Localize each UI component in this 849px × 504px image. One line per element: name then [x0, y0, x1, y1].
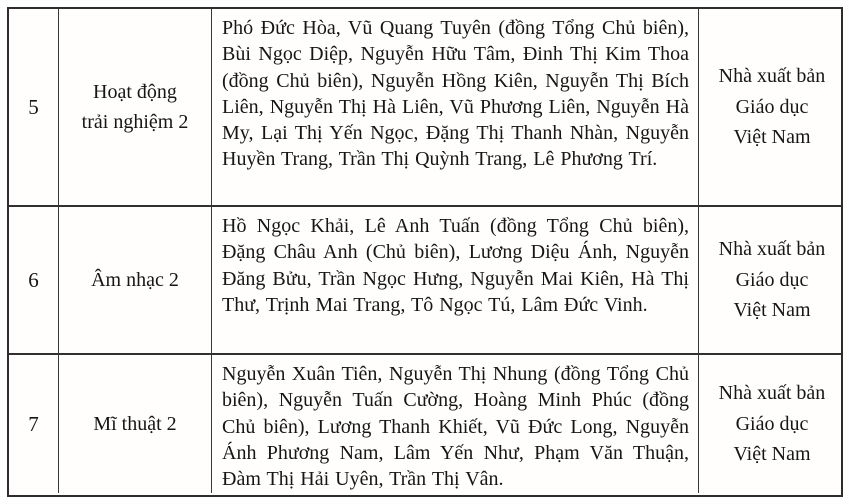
book-title [59, 207, 212, 353]
publisher-line: Việt Nam [733, 443, 811, 466]
table-row [9, 205, 841, 353]
publisher-line: Việt Nam [733, 126, 811, 149]
row-number: 5 [9, 9, 59, 205]
book-title-line: Mĩ thuật 2 [93, 413, 177, 435]
book-title-line: trải nghiệm 2 [81, 111, 189, 133]
book-publisher [699, 355, 845, 493]
row-number: 7 [9, 355, 59, 493]
book-authors: Nguyễn Xuân Tiên, Nguyễn Thị Nhung (đồng Tổng Chủ biên), Nguyễn Tuấn Cường, Hoàng Minh Phúc (đồng Chủ biên), Lương Thanh Khiết, Vũ Đức Long, Nguyễn Ánh Phương Nam, Lâm Yến Như, Phạm Văn Thuận, Đàm Thị Hải Uyên, Trần Thị Vân. [212, 355, 699, 493]
book-title-line: Hoạt động [93, 81, 177, 103]
book-title-line: Âm nhạc 2 [91, 269, 179, 291]
book-title [59, 9, 212, 205]
table-row [9, 353, 841, 493]
textbook-list-table [7, 7, 843, 497]
book-publisher [699, 9, 845, 205]
book-publisher [699, 207, 845, 353]
table-row [9, 9, 841, 205]
book-authors: Phó Đức Hòa, Vũ Quang Tuyên (đồng Tổng Chủ biên), Bùi Ngọc Diệp, Nguyễn Hữu Tâm, Đinh Thị Kim Thoa (đồng Chủ biên), Nguyễn Hồng Kiên, Nguyễn Thị Bích Liên, Nguyễn Thị Hà Liên, Vũ Phương Liên, Nguyễn Hà My, Lại Thị Yến Ngọc, Đặng Thị Thanh Nhàn, Nguyễn Huyền Trang, Trần Thị Quỳnh Trang, Lê Phương Trí. [212, 9, 699, 205]
publisher-line: Giáo dục [735, 268, 809, 291]
publisher-line: Giáo dục [735, 95, 809, 118]
row-number: 6 [9, 207, 59, 353]
publisher-line: Việt Nam [733, 299, 811, 322]
publisher-line: Nhà xuất bản [718, 382, 826, 405]
publisher-line: Nhà xuất bản [718, 65, 826, 88]
book-authors: Hồ Ngọc Khải, Lê Anh Tuấn (đồng Tổng Chủ biên), Đặng Châu Anh (Chủ biên), Lương Diệu Ánh, Nguyễn Đăng Bửu, Trần Ngọc Hưng, Nguyễn Mai Kiên, Hà Thị Thư, Trịnh Mai Trang, Tô Ngọc Tú, Lâm Đức Vinh. [212, 207, 699, 353]
publisher-line: Nhà xuất bản [718, 238, 826, 261]
publisher-line: Giáo dục [735, 412, 809, 435]
book-title [59, 355, 212, 493]
